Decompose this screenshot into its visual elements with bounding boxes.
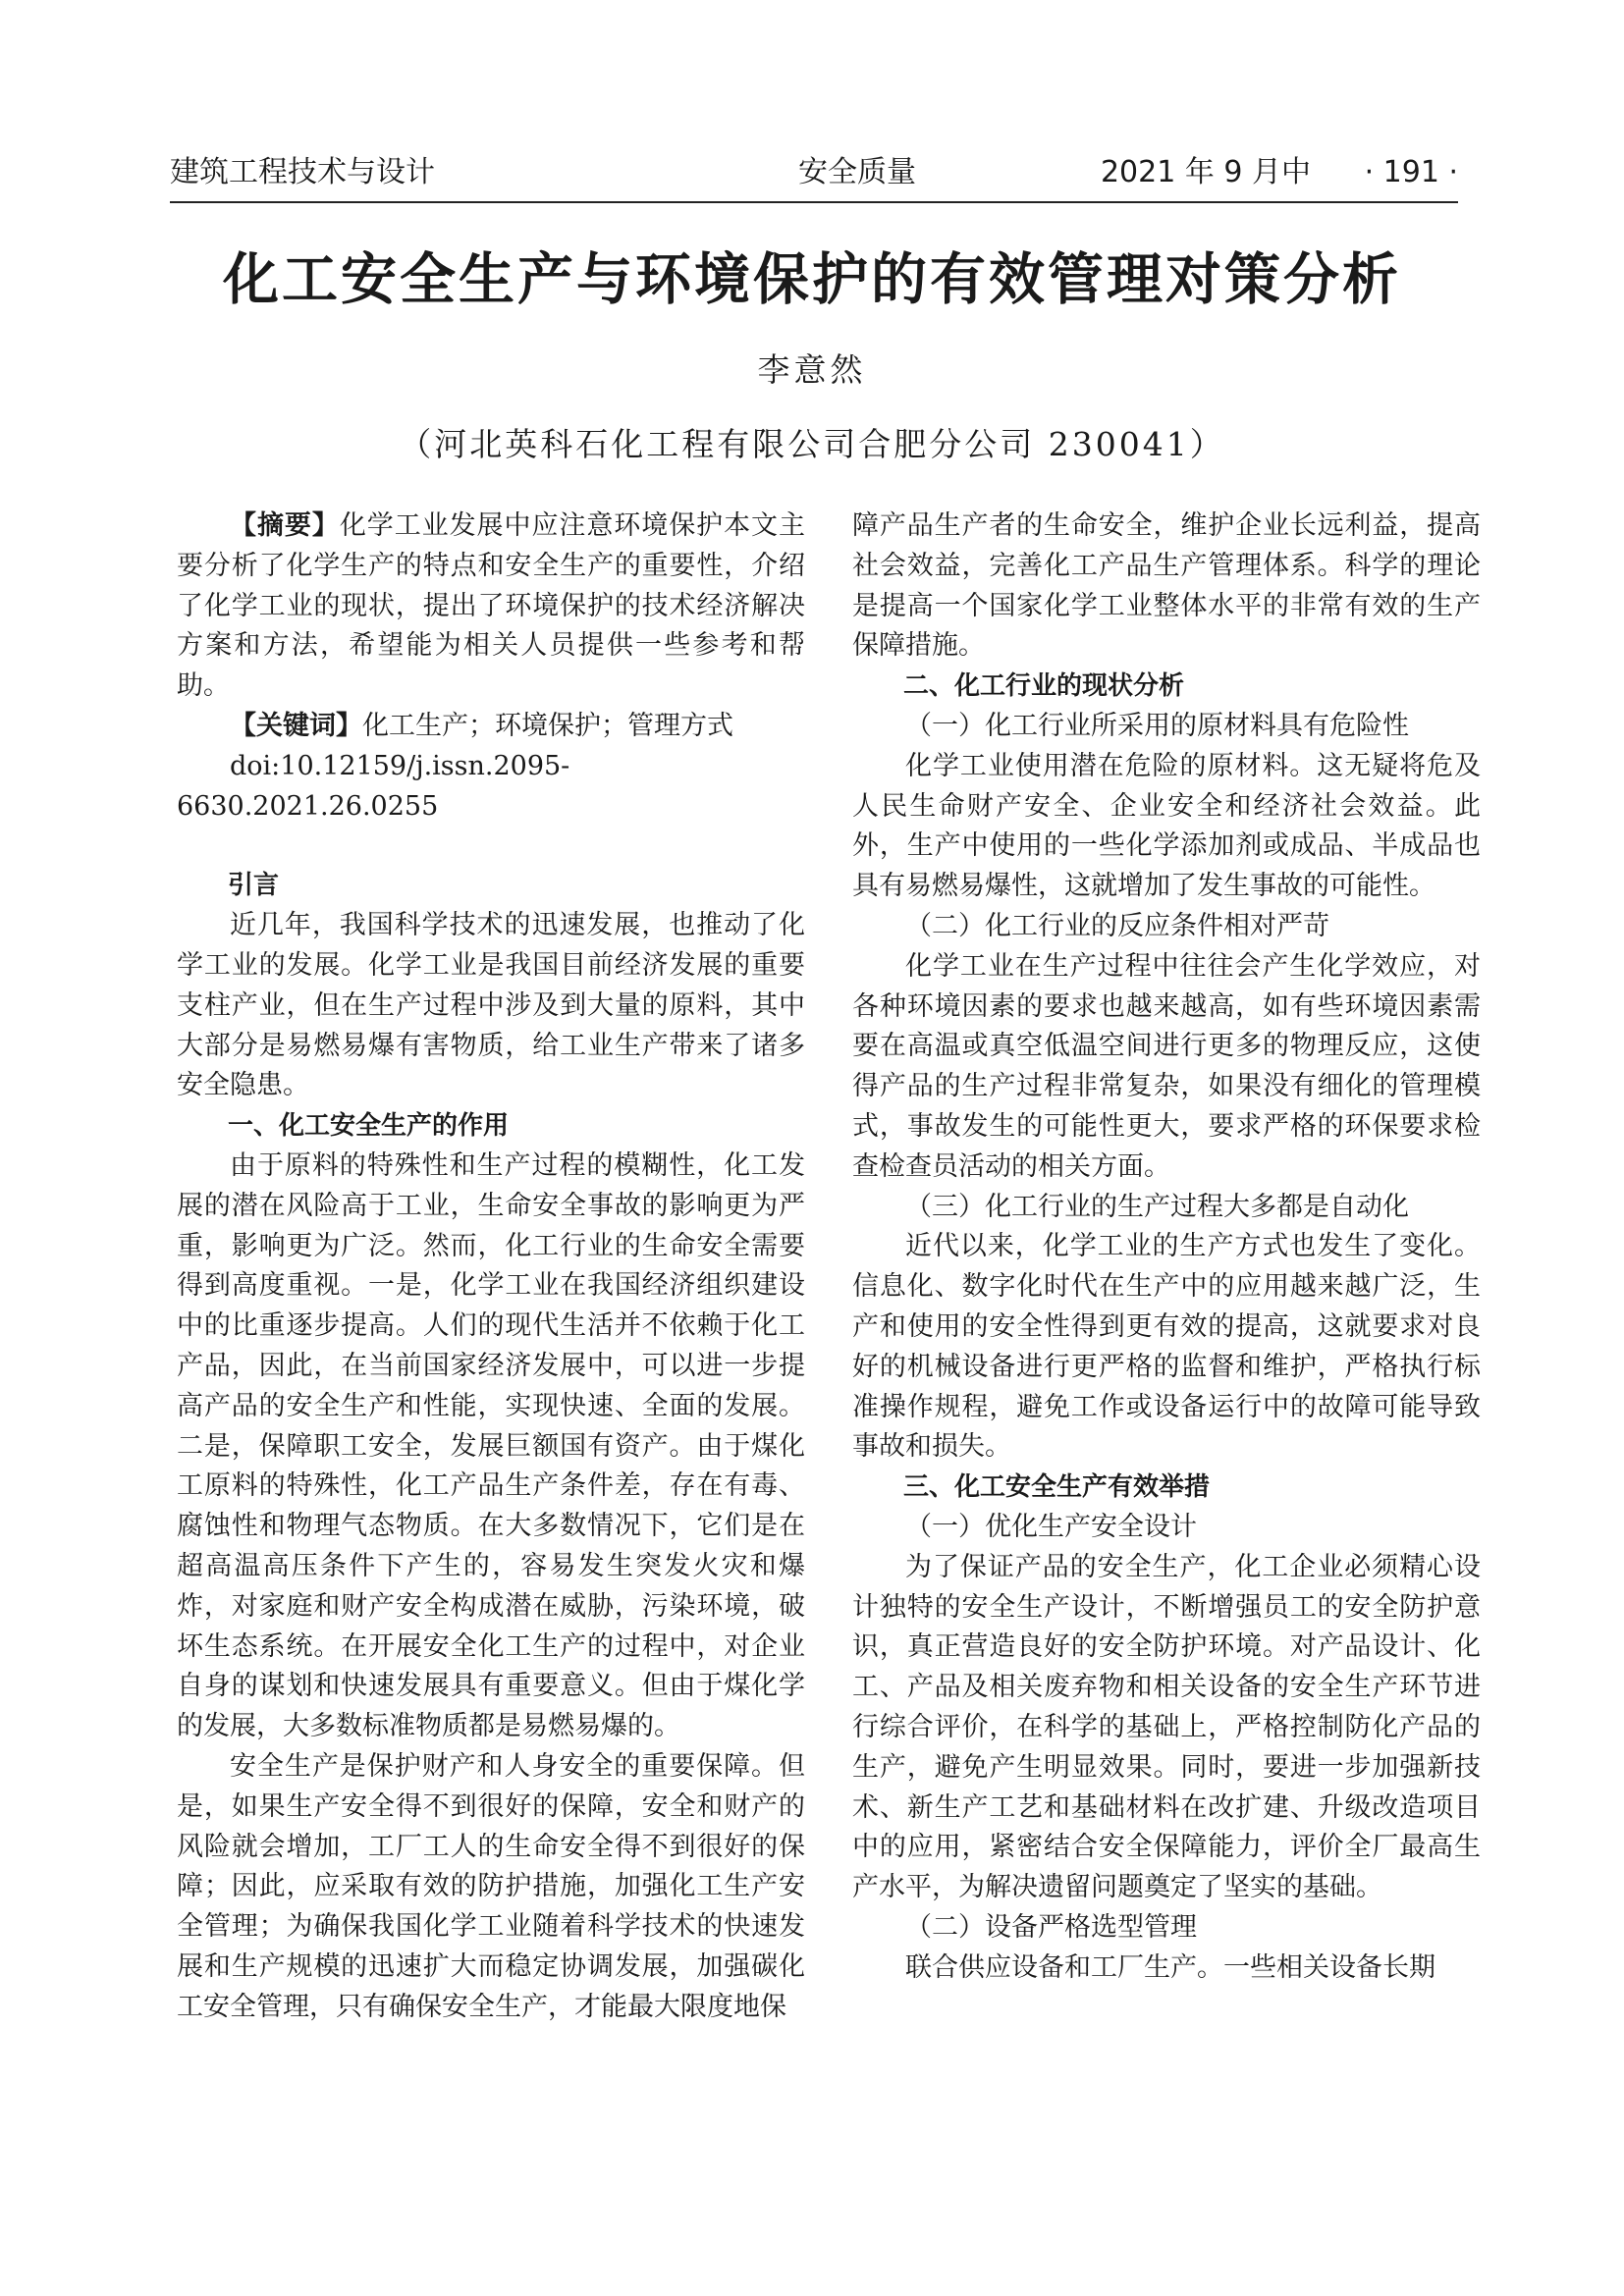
abstract	[177, 507, 805, 707]
section-1-paragraph-2: 安全生产是保护财产和人身安全的重要保障。但是，如果生产安全得不到很好的保障，安全和财产的风险就会增加，工厂工人的生命安全得不到很好的保障；因此，应采取有效的防护措施，加强化工生产安全管理；为确保我国化学工业随着科学技术的快速发展和生产规模的迅速扩大而稳定协调发展，加强碳化工安全管理，只有确保安全生产，才能最大限度地保	[177, 1750, 805, 2022]
section-3-subheading-1: （一）优化生产安全设计	[905, 1511, 1197, 1542]
spacer	[177, 827, 805, 866]
section-name: 安全质量	[798, 155, 916, 189]
section-1-paragraph-1: 由于原料的特殊性和生产过程的模糊性，化工发展的潜在风险高于工业，生命安全事故的影响更为严重，影响更为广泛。然而，化工行业的生命安全需要得到高度重视。一是，化学工业在我国经济组织建设中的比重逐步提高。人们的现代生活并不依赖于化工产品，因此，在当前国家经济发展中，可以进一步提高产品的安全生产和性能，实现快速、全面的发展。二是，保障职工安全，发展巨额国有资产。由于煤化工原料的特殊性，化工产品生产条件差，存在有毒、腐蚀性和物理气态物质。在大多数情况下，它们是在超高温高压条件下产生的，容易发生突发火灾和爆炸，对家庭和财产安全构成潜在威胁，污染环境，破坏生态系统。在开展安全化工生产的过程中，对企业自身的谋划和快速发展具有重要意义。但由于煤化学的发展，大多数标准物质都是易燃易爆的。	[177, 1149, 805, 1742]
section-3-paragraph-2: 联合供应设备和工厂生产。一些相关设备长期	[905, 1951, 1435, 1983]
section-3-subheading-2: （二）设备严格选型管理	[905, 1911, 1197, 1943]
left-column	[177, 507, 805, 2067]
intro-heading: 引言	[228, 871, 280, 901]
section-3-paragraph-1: 为了保证产品的安全生产，化工企业必须精心设计独特的安全生产设计，不断增强员工的安全防护意识，真正营造良好的安全防护环境。对产品设计、化工、产品及相关废弃物和相关设备的安全生产环节进行综合评价，在科学的基础上，严格控制防化产品的生产，避免产生明显效果。同时，要进一步加强新技术、新生产工艺和基础材料在改扩建、升级改造项目中的应用，紧密结合安全保障能力，评价全厂最高生产水平，为解决遗留问题奠定了坚实的基础。	[852, 1551, 1481, 1903]
running-header	[170, 147, 1458, 198]
doi: doi:10.12159/j.issn.2095-6630.2021.26.0255	[177, 750, 570, 822]
page-number: · 191 ·	[1364, 155, 1458, 189]
continued-paragraph: 障产品生产者的生命安全，维护企业长远利益，提高社会效益，完善化工产品生产管理体系。科学的理论是提高一个国家化学工业整体水平的非常有效的生产保障措施。	[852, 510, 1481, 662]
section-1-heading: 一、化工安全生产的作用	[228, 1111, 510, 1142]
author-affiliation: （河北英科石化工程有限公司合肥分公司 230041）	[399, 425, 1225, 463]
journal-name: 建筑工程技术与设计	[170, 155, 435, 189]
abstract-label: 【摘要】	[230, 510, 340, 541]
keywords-label: 【关键词】	[230, 710, 362, 741]
section-2-subheading-3: （三）化工行业的生产过程大多都是自动化	[905, 1191, 1409, 1222]
keywords-text: 化工生产；环境保护；管理方式	[362, 710, 733, 741]
issue-date: 2021 年 9 月中	[1100, 155, 1311, 189]
intro-paragraph: 近几年，我国科学技术的迅速发展，也推动了化学工业的发展。化学工业是我国目前经济发展的重要支柱产业，但在生产过程中涉及到大量的原料，其中大部分是易燃易爆有害物质，给工业生产带来了诸多安全隐患。	[177, 910, 805, 1101]
keywords	[177, 707, 805, 747]
right-column	[852, 507, 1481, 2067]
article-author: 李意然	[757, 350, 867, 389]
section-2-paragraph-3: 近代以来，化学工业的生产方式也发生了变化。信息化、数字化时代在生产中的应用越来越广泛，生产和使用的安全性得到更有效的提高，这就要求对良好的机械设备进行更严格的监督和维护，严格执行标准操作规程，避免工作或设备运行中的故障可能导致事故和损失。	[852, 1231, 1481, 1463]
header-rule	[170, 201, 1458, 203]
section-2-subheading-2: （二）化工行业的反应条件相对严苛	[905, 910, 1329, 941]
section-2-subheading-1: （一）化工行业所采用的原材料具有危险性	[905, 710, 1409, 741]
section-2-paragraph-1: 化学工业使用潜在危险的原材料。这无疑将危及人民生命财产安全、企业安全和经济社会效益。此外，生产中使用的一些化学添加剂或成品、半成品也具有易燃易爆性，这就增加了发生事故的可能性。	[852, 750, 1481, 902]
section-2-heading: 二、化工行业的现状分析	[903, 671, 1185, 702]
article-title: 化工安全生产与环境保护的有效管理对策分析	[223, 246, 1401, 312]
section-3-heading: 三、化工安全生产有效举措	[903, 1472, 1211, 1503]
abstract-text: 化学工业发展中应注意环境保护本文主要分析了化学生产的特点和安全生产的重要性，介绍了化学工业的现状，提出了环境保护的技术经济解决方案和方法，希望能为相关人员提供一些参考和帮助。	[177, 510, 805, 702]
section-2-paragraph-2: 化学工业在生产过程中往往会产生化学效应，对各种环境因素的要求也越来越高，如有些环境因素需要在高温或真空低温空间进行更多的物理反应，这使得产品的生产过程非常复杂，如果没有细化的管理模式，事故发生的可能性更大，要求严格的环保要求检查检查员活动的相关方面。	[852, 950, 1481, 1182]
